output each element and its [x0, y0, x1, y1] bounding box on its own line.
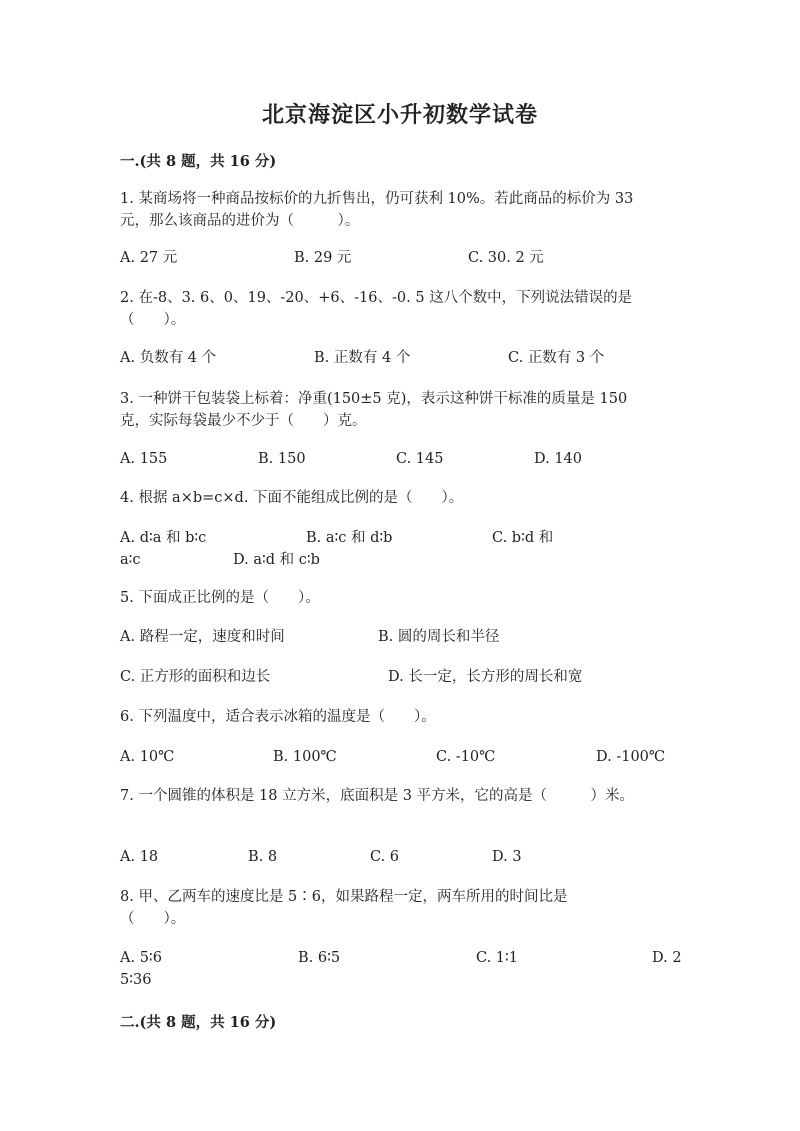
question-6-option-a: A. 10℃ [120, 749, 175, 765]
question-7-option-c: C. 6 [370, 849, 400, 865]
question-4-option-b: B. a∶c 和 d∶b [306, 530, 393, 546]
question-8-option-b: B. 6∶5 [298, 950, 341, 966]
question-3-option-a: A. 155 [120, 451, 168, 467]
question-3-option-b: B. 150 [258, 451, 306, 467]
question-2-option-b: B. 正数有 4 个 [314, 350, 411, 366]
question-6-option-d: D. -100℃ [596, 749, 666, 765]
question-1-option-a: A. 27 元 [120, 250, 178, 266]
question-6-option-c: C. -10℃ [436, 749, 496, 765]
question-4-option-c-continued: a∶c [120, 552, 141, 568]
question-6-option-b: B. 100℃ [273, 749, 337, 765]
question-3-option-d: D. 140 [534, 451, 583, 467]
question-3-stem: 克，实际每袋最少不少于（ ）克。 [120, 413, 367, 429]
question-8-option-a: A. 5∶6 [120, 950, 162, 966]
question-3-option-c: C. 145 [396, 451, 444, 467]
question-4-option-a: A. d∶a 和 b∶c [120, 530, 207, 546]
section-heading: 二.(共 8 题，共 16 分) [120, 1014, 277, 1031]
question-2-option-c: C. 正数有 3 个 [508, 350, 605, 366]
question-5-stem: 5. 下面成正比例的是（ ）。 [120, 590, 320, 606]
question-3-stem: 3. 一种饼干包装袋上标着：净重(150±5 克)，表示这种饼干标准的质量是 150 [120, 391, 628, 407]
question-8-option-d: D. 2 [652, 950, 682, 966]
question-5-option-a: A. 路程一定，速度和时间 [120, 629, 285, 645]
question-7-option-a: A. 18 [120, 849, 159, 865]
question-1-stem: 1. 某商场将一种商品按标价的九折售出，仍可获利 10%。若此商品的标价为 33 [120, 191, 634, 207]
question-1-option-c: C. 30. 2 元 [468, 250, 544, 266]
page-title: 北京海淀区小升初数学试卷 [261, 102, 538, 128]
question-2-stem: （ ）。 [120, 312, 186, 328]
question-1-stem: 元，那么该商品的进价为（ ）。 [120, 213, 360, 229]
question-5-option-c: C. 正方形的面积和边长 [120, 669, 271, 685]
question-7-option-b: B. 8 [248, 849, 278, 865]
question-8-stem: 8. 甲、乙两车的速度比是 5∶6，如果路程一定，两车所用的时间比是 [120, 889, 568, 905]
question-4-stem: 4. 根据 a×b=c×d. 下面不能组成比例的是（ ）。 [120, 490, 464, 506]
question-2-stem: 2. 在-8、3. 6、0、19、-20、+6、-16、-0. 5 这八个数中，下列说法错误的是 [120, 290, 633, 306]
question-7-stem: 7. 一个圆锥的体积是 18 立方米，底面积是 3 平方米，它的高是（ ）米。 [120, 788, 635, 804]
question-7-option-d: D. 3 [492, 849, 522, 865]
question-1-option-b: B. 29 元 [294, 250, 352, 266]
question-8-option-c: C. 1∶1 [476, 950, 519, 966]
question-5-option-b: B. 圆的周长和半径 [378, 629, 500, 645]
question-4-option-d: D. a∶d 和 c∶b [233, 552, 320, 568]
question-8-stem: （ ）。 [120, 911, 186, 927]
question-2-option-a: A. 负数有 4 个 [120, 350, 217, 366]
question-6-stem: 6. 下列温度中，适合表示冰箱的温度是（ ）。 [120, 709, 436, 725]
question-8-option-d-continued: 5∶36 [120, 972, 152, 988]
question-4-option-c: C. b∶d 和 [492, 530, 554, 546]
section-heading: 一.(共 8 题，共 16 分) [120, 153, 277, 170]
question-5-option-d: D. 长一定，长方形的周长和宽 [388, 669, 583, 685]
